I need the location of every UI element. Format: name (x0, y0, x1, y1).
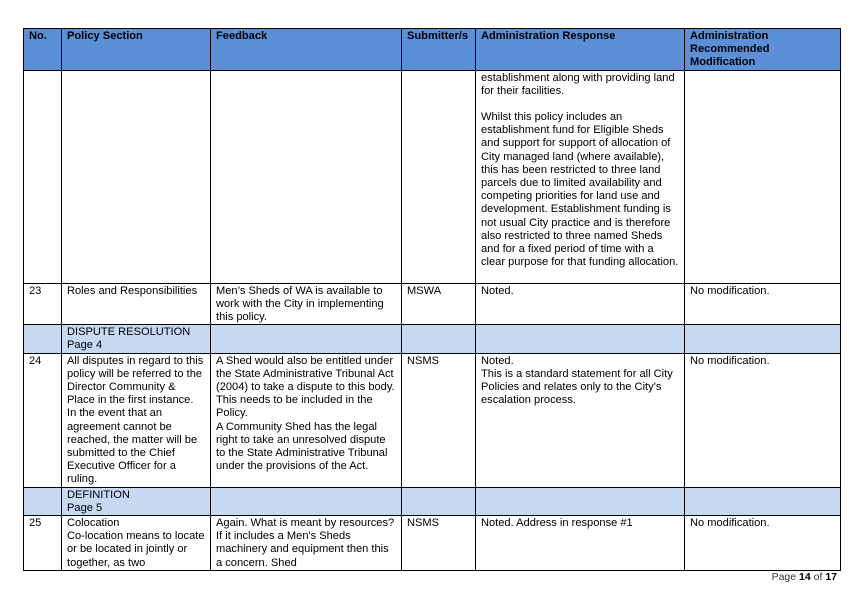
cell-modification: No modification. (685, 283, 841, 325)
header-feedback: Feedback (211, 29, 402, 71)
cell-no: 24 (24, 353, 62, 487)
page-total: 17 (825, 571, 837, 583)
header-no: No. (24, 29, 62, 71)
header-policy-section: Policy Section (62, 29, 211, 71)
response-line: This is a standard statement for all City Policies and relates only to the City’s escalation process. (481, 367, 673, 407)
page-label: Page (771, 571, 797, 583)
cell-response (476, 70, 685, 283)
page-footer (772, 571, 837, 583)
section-page: Page 4 (67, 339, 103, 352)
cell-submitter (402, 70, 476, 283)
cell-policy-section: Roles and Responsibilities (62, 283, 211, 325)
cell-feedback (211, 353, 402, 487)
response-paragraph: establishment along with providing land for their facilities. (481, 71, 675, 97)
of-label: of (813, 571, 823, 583)
cell-response: Noted. Address in response #1 (476, 516, 685, 571)
header-administration-response: Administration Response (476, 29, 685, 71)
cell-policy-section (62, 516, 211, 571)
cell-modification: No modification. (685, 353, 841, 487)
policy-feedback-table (23, 28, 841, 571)
cell-no: 23 (24, 283, 62, 325)
cell-no (24, 325, 62, 353)
cell-feedback (211, 70, 402, 283)
cell-submitter: MSWA (402, 283, 476, 325)
section-row-dispute-resolution (24, 325, 841, 353)
feedback-paragraph: A Shed would also be entitled under the State Administrative Tribunal Act (2004) to take a dispute to this body. This needs to be included in the Policy. (216, 354, 395, 420)
header-submitters: Submitter/s (402, 29, 476, 71)
cell-modification (685, 70, 841, 283)
feedback-paragraph: A Community Shed has the legal right to take an unresolved dispute to the State Administrative Tribunal under the provisions of the Act. (216, 420, 388, 473)
cell-no (24, 70, 62, 283)
table-row-23 (24, 283, 841, 325)
cell-no (24, 487, 62, 515)
cell-policy-section: All disputes in regard to this policy will be referred to the Director Community & Place in the first instance. In the event that an agreement cannot be reached, the matter will be submitted to the Chief Executive Officer for a ruling. (62, 353, 211, 487)
table-row-25 (24, 516, 841, 571)
section-page: Page 5 (67, 501, 103, 514)
table-header-row (24, 29, 841, 71)
header-recommended-modification: Administration Recommended Modification (685, 29, 841, 71)
response-line: Noted. (481, 354, 514, 367)
table-row-24 (24, 353, 841, 487)
definition-text: Co-location means to locate or be located in jointly or together, as two (67, 530, 205, 569)
cell-response: Noted. (476, 283, 685, 325)
cell-feedback: Men’s Sheds of WA is available to work with the City in implementing this policy. (211, 283, 402, 325)
page-current: 14 (799, 571, 811, 583)
cell-feedback: Again. What is meant by resources? If it includes a Men's Sheds machinery and equipment then this a concern. Shed (211, 516, 402, 571)
table-row-continued (24, 70, 841, 283)
cell-submitter: NSMS (402, 353, 476, 487)
response-paragraph: Whilst this policy includes an establishment fund for Eligible Sheds and support for support of allocation of City managed land (where available), this has been restricted to three land parcels due to limited availability and competing priorities for land use and development. Establishment funding is not usual City practice and is therefore also restricted to three named Sheds and for a fixed period of time with a clear purpose for that funding allocation. (481, 111, 679, 269)
definition-term: Colocation (67, 517, 120, 530)
cell-no: 25 (24, 516, 62, 571)
cell-modification: No modification. (685, 516, 841, 571)
section-row-definition (24, 487, 841, 515)
section-heading (62, 325, 211, 353)
section-title: DEFINITION (67, 488, 130, 501)
section-heading (62, 487, 211, 515)
cell-policy-section (62, 70, 211, 283)
section-title: DISPUTE RESOLUTION (67, 326, 191, 339)
cell-submitter: NSMS (402, 516, 476, 571)
cell-response (476, 353, 685, 487)
